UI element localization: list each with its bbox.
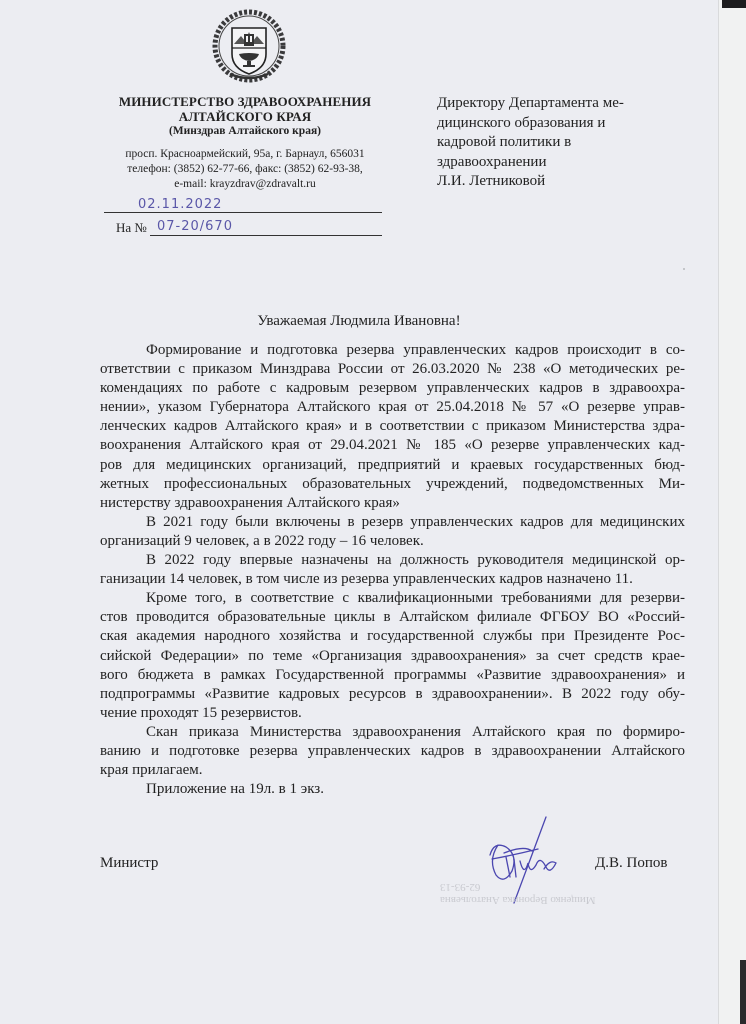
body-line: воохранения Алтайского края от 29.04.2021 № 185 «О резерве управленческих кад- bbox=[100, 437, 685, 454]
body-line: стов проводится образовательные циклы в Алтайском филиале ФГБОУ ВО «Россий- bbox=[100, 609, 685, 626]
body-line: В 2022 году впервые назначены на должность руководителя медицинской ор- bbox=[146, 552, 685, 569]
addressee-block bbox=[437, 94, 677, 192]
scan-edge bbox=[718, 0, 746, 1024]
body-line: ров для медицинских организаций, предприятий и краевых государственных бюд- bbox=[100, 456, 685, 473]
paragraph-training bbox=[100, 589, 685, 723]
salutation: Уважаемая Людмила Ивановна! bbox=[257, 313, 461, 329]
scan-speck bbox=[683, 268, 685, 270]
org-address bbox=[100, 147, 390, 192]
altai-krai-coat-of-arms-icon bbox=[210, 8, 288, 86]
addressee-name: Л.И. Летниковой bbox=[437, 173, 546, 189]
paragraph-reserve-counts bbox=[100, 513, 685, 551]
addressee-line: кадровой политики в bbox=[437, 134, 572, 150]
reference-number: 07-20/670 bbox=[157, 219, 233, 234]
body-line: комендациях по работе с кадровым резервом управленческих кадров в здравоохра- bbox=[100, 380, 685, 397]
org-short-name: (Минздрав Алтайского края) bbox=[168, 125, 322, 137]
scan-edge-shadow-top bbox=[722, 0, 746, 8]
signatory-name: Д.В. Попов bbox=[595, 855, 668, 871]
paragraph-attachment-note bbox=[100, 723, 685, 780]
registration-date: 02.11.2022 bbox=[138, 197, 223, 212]
paragraph-legal-basis bbox=[100, 341, 685, 513]
phone-line: телефон: (3852) 62-77-66, факс: (3852) 62-93-38, bbox=[127, 163, 363, 175]
body-line: подпрограммы «Развитие кадровых ресурсов в здравоохранении». В 2022 году обу- bbox=[100, 685, 685, 702]
address-line: просп. Красноармейский, 95а, г. Барнаул, 656031 bbox=[125, 148, 365, 160]
addressee-line: Директору Департамента ме- bbox=[437, 95, 624, 111]
body-line: жетных профессиональных образовательных учреждений, подведомственных Ми- bbox=[100, 475, 685, 492]
body-line: В 2021 году были включены в резерв управленческих кадров для медицинских bbox=[146, 513, 685, 530]
signatory-title: Министр bbox=[100, 855, 159, 871]
body-line: края прилагаем. bbox=[100, 762, 203, 779]
body-line: сийской Федерации» по теме «Организация здравоохранения» за счет средств крае- bbox=[100, 647, 685, 664]
body-line: нистерству здравоохранения Алтайского края» bbox=[100, 494, 400, 511]
reference-label: На № bbox=[116, 220, 147, 235]
body-line: ванию и подготовке резерва управленческих кадров в здравоохранении Алтайского bbox=[100, 742, 685, 759]
letter-body bbox=[100, 341, 685, 799]
addressee-line: здравоохранении bbox=[437, 153, 547, 170]
body-line: Кроме того, в соответствие с квалификационными требованиями для резерви- bbox=[146, 590, 685, 607]
bleed-through-text: Мищенко Вероника Анатольевна 62-93-13 bbox=[440, 881, 596, 906]
email-line: e-mail: krayzdrav@zdravalt.ru bbox=[174, 178, 316, 190]
body-line: ленческих кадров Алтайского края» и в соответствии с приказом Министерства здра- bbox=[100, 418, 685, 435]
body-line: вого бюджета в рамках Государственной программы «Развитие здравоохранения» и bbox=[100, 666, 685, 683]
body-line: чение проходят 15 резервистов. bbox=[100, 704, 302, 721]
body-line: ответствии с приказом Минздрава России от 26.03.2020 № 238 «О методических ре- bbox=[100, 361, 685, 378]
addressee-line: дицинского образования и bbox=[437, 114, 606, 131]
org-name-line1: МИНИСТЕРСТВО ЗДРАВООХРАНЕНИЯ bbox=[118, 94, 372, 109]
body-line: организаций 9 человек, а в 2022 году – 16 человек. bbox=[100, 532, 424, 549]
body-line: Скан приказа Министерства здравоохранения Алтайского края по формиро- bbox=[146, 723, 685, 740]
org-name-line2: АЛТАЙСКОГО КРАЯ bbox=[178, 109, 312, 124]
letterhead bbox=[100, 94, 390, 192]
body-line: нении», указом Губернатора Алтайского края от 25.04.2018 № 57 «О резерве управ- bbox=[100, 399, 685, 416]
paragraph-appointments bbox=[100, 551, 685, 589]
body-line: ганизации 14 человек, в том числе из резерва управленческих кадров назначено 11. bbox=[100, 571, 633, 588]
body-line: Приложение на 19л. в 1 экз. bbox=[146, 781, 324, 798]
reference-field-underline bbox=[150, 235, 382, 236]
scan-edge-shadow-bottom bbox=[740, 960, 746, 1024]
body-line: ская академия народного хозяйства и государственной службы при Президенте Рос- bbox=[100, 628, 685, 645]
body-line: Формирование и подготовка резерва управленческих кадров происходит в со- bbox=[146, 342, 685, 358]
paragraph-appendix bbox=[100, 780, 685, 799]
date-field-underline bbox=[104, 212, 382, 213]
